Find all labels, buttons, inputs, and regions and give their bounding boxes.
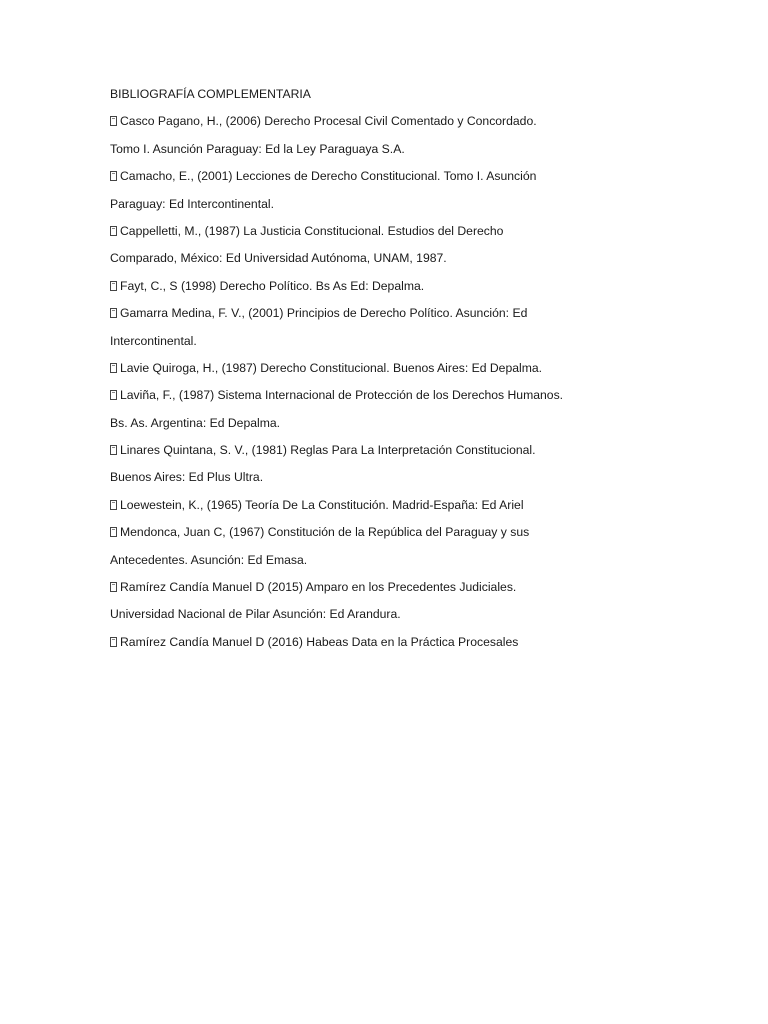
- bibliography-entry-continuation: [110, 331, 630, 358]
- entry-text: Gamarra Medina, F. V., (2001) Principios de Derecho Político. Asunción: Ed: [120, 306, 528, 321]
- entry-text: Comparado, México: Ed Universidad Autónoma, UNAM, 1987.: [110, 251, 447, 266]
- entry-text: Linares Quintana, S. V., (1981) Reglas Para La Interpretación Constitucional.: [120, 443, 536, 458]
- bibliography-entry: [110, 276, 630, 303]
- bullet-placeholder-icon: [110, 637, 117, 647]
- entry-text: Fayt, C., S (1998) Derecho Político. Bs As Ed: Depalma.: [120, 278, 425, 293]
- entry-text: Bs. As. Argentina: Ed Depalma.: [110, 415, 281, 430]
- bibliography-list: [110, 111, 630, 659]
- bibliography-entry-continuation: [110, 550, 630, 577]
- bullet-placeholder-icon: [110, 500, 117, 510]
- bibliography-entry: [110, 522, 630, 549]
- bibliography-entry-continuation: [110, 139, 630, 166]
- entry-text: Camacho, E., (2001) Lecciones de Derecho Constitucional. Tomo I. Asunción: [120, 169, 537, 184]
- bibliography-section: [110, 84, 630, 659]
- entry-text: Universidad Nacional de Pilar Asunción: Ed Arandura.: [110, 607, 401, 622]
- bibliography-entry: [110, 358, 630, 385]
- bibliography-entry: [110, 440, 630, 467]
- entry-text: Ramírez Candía Manuel D (2015) Amparo en los Precedentes Judiciales.: [120, 580, 517, 595]
- bullet-placeholder-icon: [110, 527, 117, 537]
- entry-text: Loewestein, K., (1965) Teoría De La Constitución. Madrid-España: Ed Ariel: [120, 497, 524, 512]
- bullet-placeholder-icon: [110, 445, 117, 455]
- bullet-placeholder-icon: [110, 281, 117, 291]
- entry-text: Ramírez Candía Manuel D (2016) Habeas Data en la Práctica Procesales: [120, 634, 519, 649]
- bibliography-entry-continuation: [110, 467, 630, 494]
- entry-text: Mendonca, Juan C, (1967) Constitución de la República del Paraguay y sus: [120, 525, 530, 540]
- entry-text: Casco Pagano, H., (2006) Derecho Procesal Civil Comentado y Concordado.: [120, 114, 537, 129]
- bullet-placeholder-icon: [110, 363, 117, 373]
- entry-text: Antecedentes. Asunción: Ed Emasa.: [110, 552, 308, 567]
- bibliography-heading: BIBLIOGRAFÍA COMPLEMENTARIA: [110, 87, 311, 101]
- entry-text: Cappelletti, M., (1987) La Justicia Constitucional. Estudios del Derecho: [120, 223, 504, 238]
- bibliography-entry-continuation: [110, 604, 630, 631]
- bullet-placeholder-icon: [110, 308, 117, 318]
- bibliography-entry-continuation: [110, 194, 630, 221]
- bullet-placeholder-icon: [110, 390, 117, 400]
- bibliography-entry-continuation: [110, 413, 630, 440]
- bibliography-entry: [110, 166, 630, 193]
- entry-text: Intercontinental.: [110, 333, 197, 348]
- bibliography-entry: [110, 577, 630, 604]
- bullet-placeholder-icon: [110, 582, 117, 592]
- entry-text: Paraguay: Ed Intercontinental.: [110, 196, 274, 211]
- bibliography-entry-continuation: [110, 248, 630, 275]
- entry-text: Laviña, F., (1987) Sistema Internacional de Protección de los Derechos Humanos.: [120, 388, 564, 403]
- bibliography-entry: [110, 495, 630, 522]
- bullet-placeholder-icon: [110, 171, 117, 181]
- bibliography-entry: [110, 111, 630, 138]
- bibliography-entry: [110, 385, 630, 412]
- bullet-placeholder-icon: [110, 116, 117, 126]
- bullet-placeholder-icon: [110, 226, 117, 236]
- entry-text: Buenos Aires: Ed Plus Ultra.: [110, 470, 264, 485]
- entry-text: Tomo I. Asunción Paraguay: Ed la Ley Paraguaya S.A.: [110, 141, 405, 156]
- bibliography-entry: [110, 303, 630, 330]
- entry-text: Lavie Quiroga, H., (1987) Derecho Constitucional. Buenos Aires: Ed Depalma.: [120, 360, 543, 375]
- bibliography-entry: [110, 632, 630, 659]
- bibliography-entry: [110, 221, 630, 248]
